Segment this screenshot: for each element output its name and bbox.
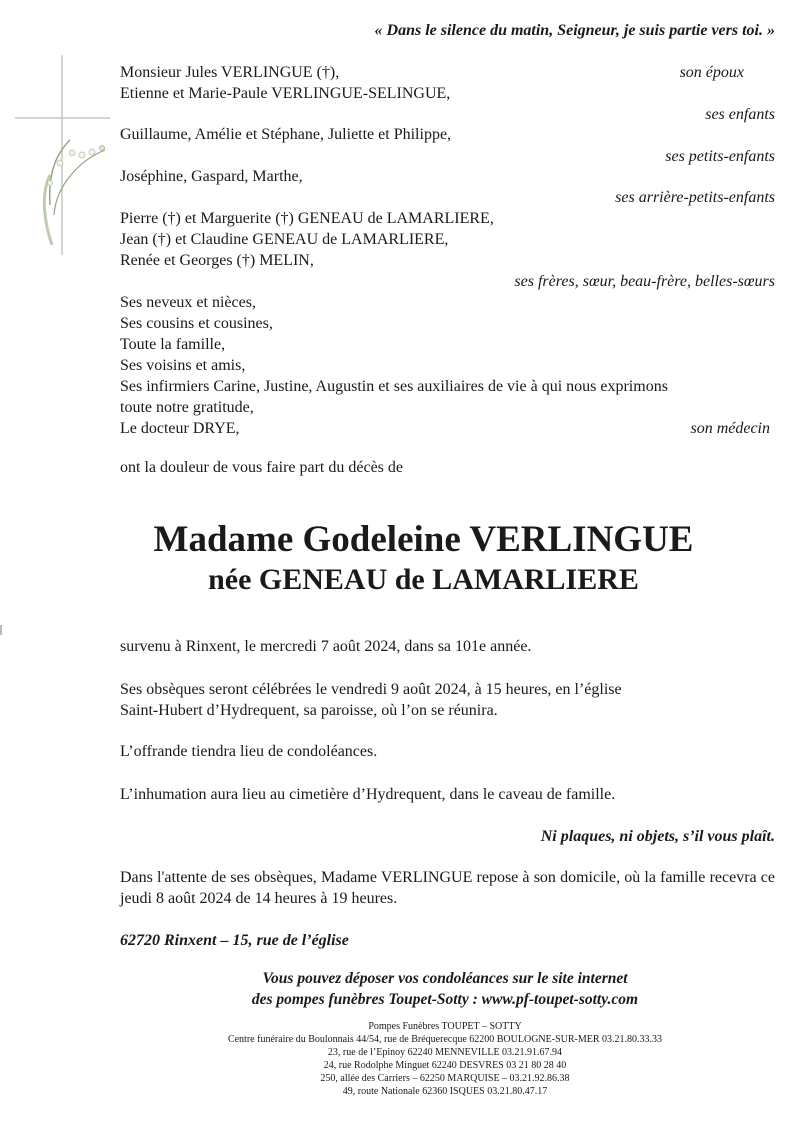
others-line: Ses cousins et cousines,	[120, 315, 273, 332]
others-line: Ses infirmiers Carine, Justine, Augustin et ses auxiliaires de vie à qui nous exprimons	[120, 378, 668, 395]
family-names: Pierre (†) et Marguerite (†) GENEAU de LAMARLIERE,	[120, 210, 494, 227]
family-relation: ses arrière-petits-enfants	[615, 189, 775, 206]
family-relation: son époux	[679, 64, 744, 81]
others-line: Le docteur DRYE,	[120, 420, 240, 437]
family-names: Etienne et Marie-Paule VERLINGUE-SELINGUE,	[120, 85, 451, 102]
family-relation: ses petits-enfants	[665, 148, 775, 165]
funeral-info: Ses obsèques seront célébrées le vendredi 9 août 2024, à 15 heures, en l’église	[120, 681, 622, 698]
epigraph: « Dans le silence du matin, Seigneur, je suis partie vers toi. »	[374, 22, 775, 39]
deceased-name: Madame Godeleine VERLINGUE	[153, 519, 694, 560]
family-names: Guillaume, Amélie et Stéphane, Juliette et Philippe,	[120, 126, 452, 143]
family-relation: ses frères, sœur, beau-frère, belles-sœurs	[514, 273, 775, 290]
announcement: ont la douleur de vous faire part du décès de	[120, 459, 404, 476]
funeral-info: Saint-Hubert d’Hydrequent, sa paroisse, où l’on se réunira.	[120, 702, 498, 719]
footer-line: 23, rue de l’Epinoy 62240 MENNEVILLE 03.21.91.67.94	[327, 1047, 563, 1058]
condolences-text: Vous pouvez déposer vos condoléances sur le site internet	[262, 970, 628, 987]
family-names: Monsieur Jules VERLINGUE (†),	[120, 64, 340, 81]
family-relation: ses enfants	[705, 106, 775, 123]
burial-info: L’inhumation aura lieu au cimetière d’Hydrequent, dans le caveau de famille.	[120, 786, 616, 803]
family-names: Jean (†) et Claudine GENEAU de LAMARLIERE,	[120, 231, 449, 248]
doctor-relation: son médecin	[690, 420, 770, 437]
others-line: toute notre gratitude,	[120, 399, 254, 416]
footer-line: Pompes Funèbres TOUPET – SOTTY	[368, 1021, 522, 1032]
footer-line: 250, allée des Carriers – 62250 MARQUISE – 03.21.92.86.38	[320, 1073, 570, 1084]
others-line: Ses voisins et amis,	[120, 357, 246, 374]
rest-info: Dans l'attente de ses obsèques, Madame VERLINGUE repose à son domicile, où la famille recevra ce jeudi 8 août 2024 de 14 heures à 19 heures.	[120, 869, 775, 907]
footer-line: 24, rue Rodolphe Minguet 62240 DESVRES 03 21 80 28 40	[323, 1060, 567, 1071]
family-names: Renée et Georges (†) MELIN,	[120, 252, 314, 269]
address: 62720 Rinxent – 15, rue de l’église	[120, 932, 349, 949]
condolences-website: des pompes funèbres Toupet-Sotty : www.pf-toupet-sotty.com	[251, 991, 639, 1008]
footer-line: Centre funéraire du Boulonnais 44/54, rue de Bréquerecque 62200 BOULOGNE-SUR-MER 03.21.80.33.33	[227, 1034, 663, 1045]
offering-info: L’offrande tiendra lieu de condoléances.	[120, 743, 378, 760]
deceased-maiden-name: née GENEAU de LAMARLIERE	[208, 563, 639, 596]
others-line: Toute la famille,	[120, 336, 226, 353]
death-info: survenu à Rinxent, le mercredi 7 août 2024, dans sa 101e année.	[120, 638, 532, 655]
footer-line: 49, route Nationale 62360 ISQUES 03.21.80.47.17	[342, 1086, 548, 1097]
family-names: Joséphine, Gaspard, Marthe,	[120, 168, 303, 185]
no-flowers-note: Ni plaques, ni objets, s’il vous plaît.	[540, 828, 775, 845]
margin-mark	[0, 625, 2, 635]
others-line: Ses neveux et nièces,	[120, 294, 256, 311]
cross-flower-icon	[10, 55, 120, 265]
